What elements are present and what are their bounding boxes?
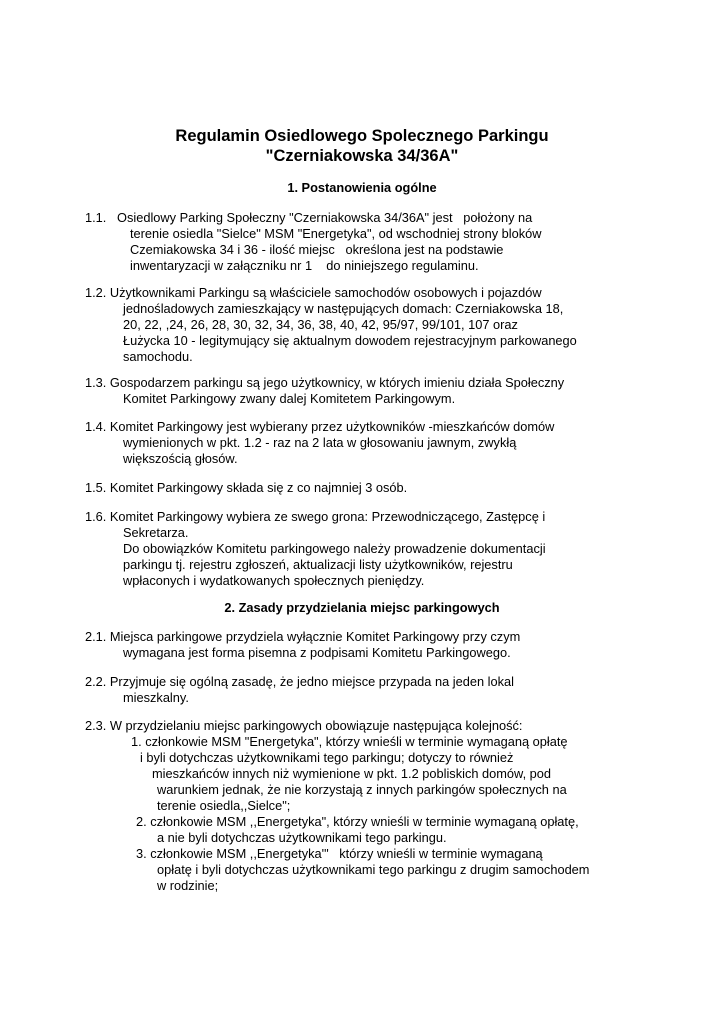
paragraph-1-6-line: parkingu tj. rejestru zgłoszeń, aktualizacji listy użytkowników, rejestru [123, 557, 513, 572]
paragraph-1-6-line: wpłaconych i wydatkowanych społecznych pieniędzy. [123, 573, 425, 588]
list-item-1-line: terenie osiedla,,Sielce"; [157, 798, 291, 813]
paragraph-1-6-line: Do obowiązków Komitetu parkingowego należy prowadzenie dokumentacji [123, 541, 546, 556]
list-item-1-line: 1. członkowie MSM "Energetyka", którzy wnieśli w terminie wymaganą opłatę [131, 734, 568, 749]
paragraph-1-1-line: 1.1. Osiedlowy Parking Społeczny "Czerniakowska 34/36A" jest położony na [85, 210, 533, 225]
section-1-heading: 1. Postanowienia ogólne [287, 180, 437, 195]
paragraph-1-6-line: 1.6. Komitet Parkingowy wybiera ze swego grona: Przewodniczącego, Zastępcę i [85, 509, 546, 524]
paragraph-2-2-line: 2.2. Przyjmuje się ogólną zasadę, że jedno miejsce przypada na jeden lokal [85, 674, 514, 689]
list-item-1-line: mieszkańców innych niż wymienione w pkt. 1.2 pobliskich domów, pod [152, 766, 552, 781]
paragraph-1-1-line: terenie osiedla "Sielce" MSM "Energetyka", od wschodniej strony bloków [130, 226, 542, 241]
paragraph-1-3-line: 1.3. Gospodarzem parkingu są jego użytkownicy, w których imieniu działa Społeczny [85, 375, 565, 390]
paragraph-1-4-line: wymienionych w pkt. 1.2 - raz na 2 lata w głosowaniu jawnym, zwykłą [123, 435, 517, 450]
list-item-3-line: 3. członkowie MSM ,,Energetyka'" którzy wnieśli w terminie wymaganą [136, 846, 543, 861]
paragraph-1-2-line: 1.2. Użytkownikami Parkingu są właściciele samochodów osobowych i pojazdów [85, 285, 542, 300]
list-item-2-line: a nie byli dotychczas użytkownikami tego parkingu. [157, 830, 447, 845]
paragraph-1-5-line: 1.5. Komitet Parkingowy składa się z co najmniej 3 osób. [85, 480, 408, 495]
paragraph-1-2-line: 20, 22, ,24, 26, 28, 30, 32, 34, 36, 38, 40, 42, 95/97, 99/101, 107 oraz [123, 317, 518, 332]
paragraph-1-2-line: Łużycka 10 - legitymujący się aktualnym dowodem rejestracyjnym parkowanego [123, 333, 577, 348]
list-item-3-line: w rodzinie; [157, 878, 219, 893]
paragraph-2-1-line: 2.1. Miejsca parkingowe przydziela wyłącznie Komitet Parkingowy przy czym [85, 629, 521, 644]
paragraph-2-2-line: mieszkalny. [123, 690, 189, 705]
list-item-1-line: warunkiem jednak, że nie korzystają z innych parkingów społecznych na [157, 782, 567, 797]
paragraph-1-4-line: większością głosów. [123, 451, 238, 466]
paragraph-1-2-line: jednośladowych zamieszkający w następujących domach: Czerniakowska 18, [123, 301, 564, 316]
list-item-2-line: 2. członkowie MSM ,,Energetyka", którzy wnieśli w terminie wymaganą opłatę, [136, 814, 579, 829]
document-title-line-2: "Czerniakowska 34/36A" [265, 147, 459, 165]
paragraph-1-2-line: samochodu. [123, 349, 193, 364]
paragraph-1-6-line: Sekretarza. [123, 525, 189, 540]
document-title-line-1: Regulamin Osiedlowego Spolecznego Parkingu [175, 127, 549, 145]
paragraph-2-1-line: wymagana jest forma pisemna z podpisami Komitetu Parkingowego. [123, 645, 511, 660]
paragraph-1-1-line: inwentaryzacji w załączniku nr 1 do niniejszego regulaminu. [130, 258, 479, 273]
paragraph-2-3-line: 2.3. W przydzielaniu miejsc parkingowych obowiązuje następująca kolejność: [85, 718, 523, 733]
paragraph-1-1-line: Czemiakowska 34 i 36 - ilość miejsc określona jest na podstawie [130, 242, 504, 257]
section-2-heading: 2. Zasady przydzielania miejsc parkingowych [224, 600, 500, 615]
list-item-1-line: i byli dotychczas użytkownikami tego parkingu; dotyczy to również [140, 750, 514, 765]
paragraph-1-4-line: 1.4. Komitet Parkingowy jest wybierany przez użytkowników -mieszkańców domów [85, 419, 555, 434]
paragraph-1-3-line: Komitet Parkingowy zwany dalej Komitetem Parkingowym. [123, 391, 456, 406]
list-item-3-line: opłatę i byli dotychczas użytkownikami tego parkingu z drugim samochodem [157, 862, 590, 877]
